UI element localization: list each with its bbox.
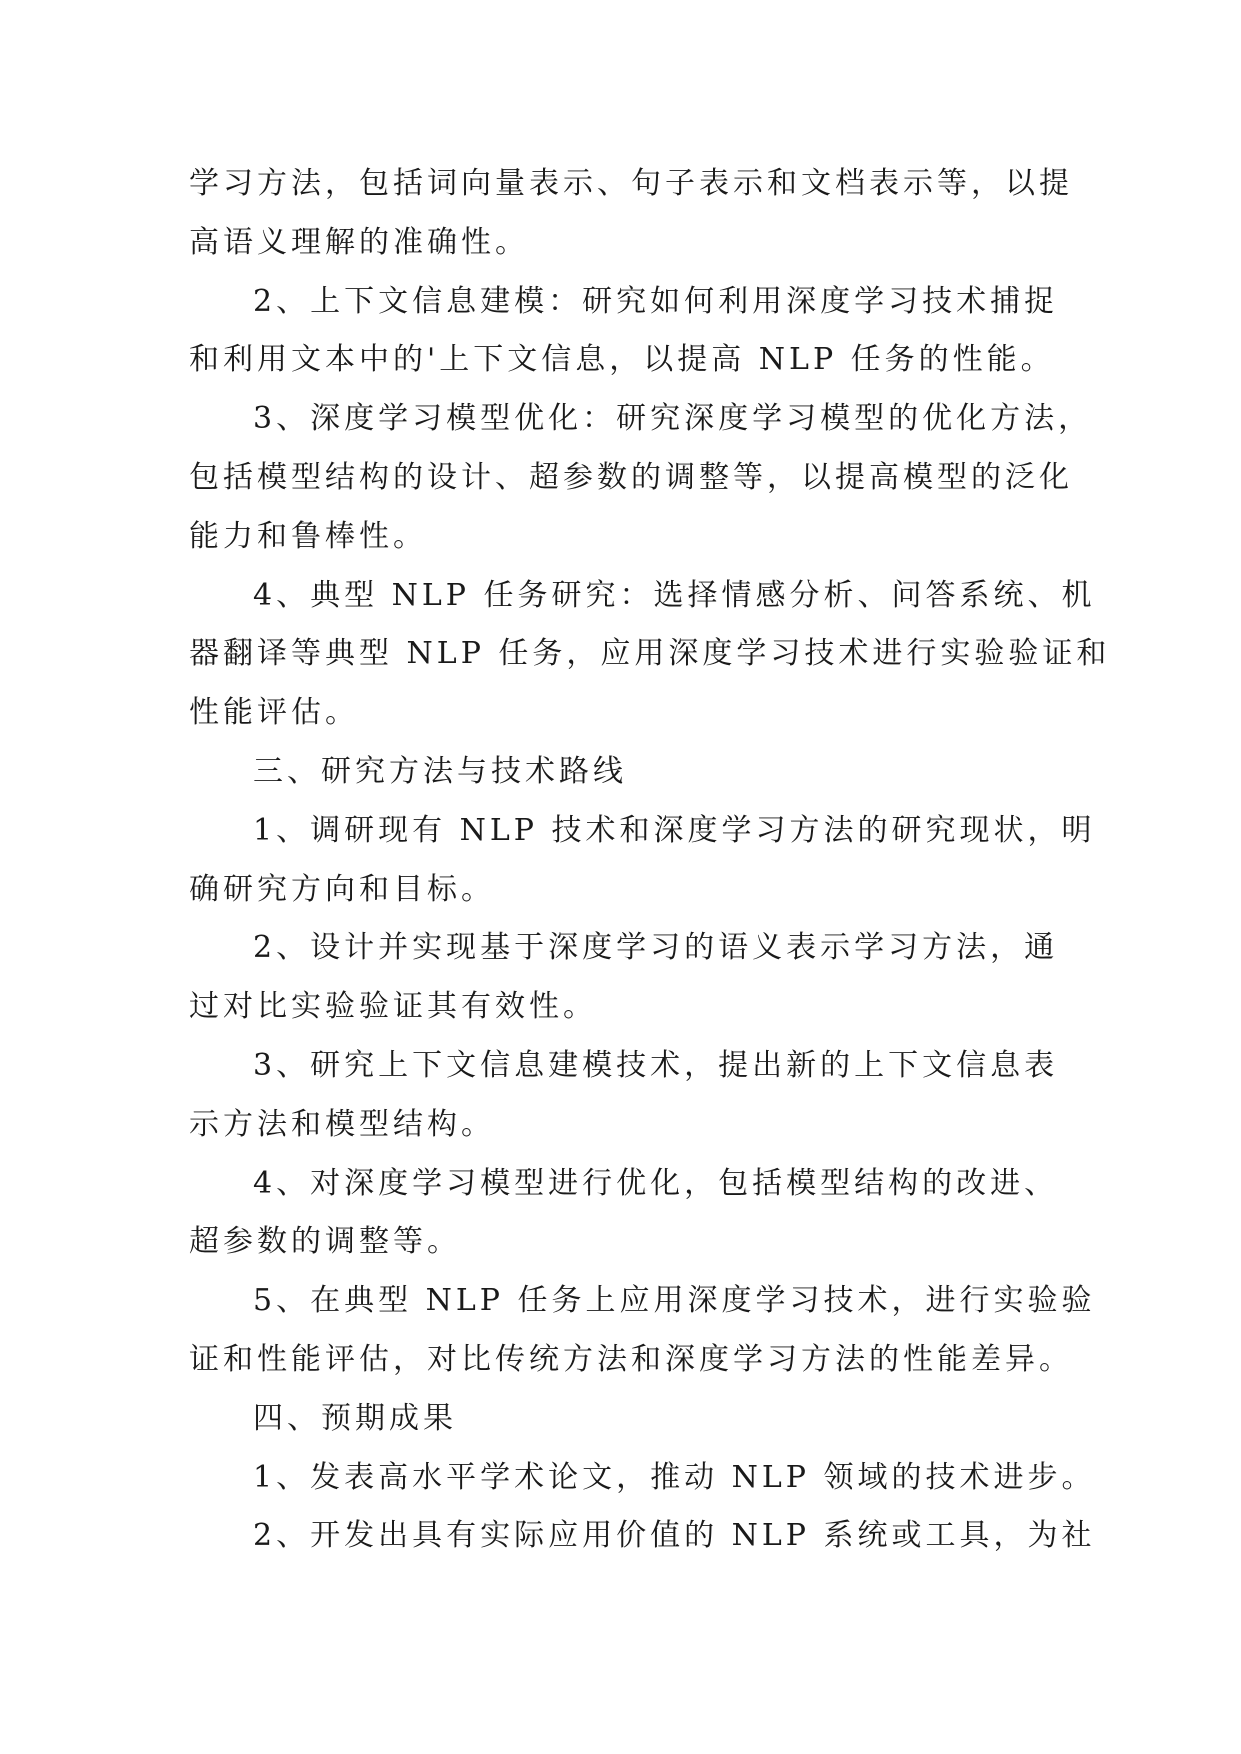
- text-line: 器翻译等典型 NLP 任务，应用深度学习技术进行实验验证和: [189, 636, 1111, 672]
- text-line: 5、在典型 NLP 任务上应用深度学习技术，进行实验验: [253, 1283, 1096, 1319]
- text-line: 2、设计并实现基于深度学习的语义表示学习方法，通: [253, 930, 1059, 966]
- text-line: 包括模型结构的设计、超参数的调整等，以提高模型的泛化: [189, 459, 1073, 495]
- text-line: 高语义理解的准确性。: [189, 224, 529, 260]
- text-line: 3、研究上下文信息建模技术，提出新的上下文信息表: [253, 1047, 1059, 1083]
- text-line: 4、对深度学习模型进行优化，包括模型结构的改进、: [253, 1165, 1059, 1201]
- text-line: 和利用文本中的'上下文信息，以提高 NLP 任务的性能。: [189, 342, 1055, 378]
- text-line: 2、开发出具有实际应用价值的 NLP 系统或工具，为社: [253, 1518, 1096, 1554]
- text-line: 证和性能评估，对比传统方法和深度学习方法的性能差异。: [189, 1341, 1073, 1377]
- text-line: 三、研究方法与技术路线: [253, 753, 627, 789]
- text-line: 确研究方向和目标。: [189, 871, 495, 907]
- text-line: 四、预期成果: [253, 1400, 457, 1436]
- text-line: 学习方法，包括词向量表示、句子表示和文档表示等，以提: [189, 166, 1073, 201]
- text-line: 3、深度学习模型优化：研究深度学习模型的优化方法，: [253, 401, 1093, 437]
- text-line: 4、典型 NLP 任务研究：选择情感分析、问答系统、机: [253, 577, 1096, 613]
- text-line: 过对比实验验证其有效性。: [189, 989, 597, 1025]
- text-line: 性能评估。: [189, 695, 359, 731]
- text-line: 2、上下文信息建模：研究如何利用深度学习技术捕捉: [253, 283, 1059, 319]
- text-line: 1、调研现有 NLP 技术和深度学习方法的研究现状，明: [253, 812, 1096, 848]
- text-line: 超参数的调整等。: [189, 1224, 461, 1260]
- text-line: 能力和鲁棒性。: [189, 518, 427, 554]
- text-line: 1、发表高水平学术论文，推动 NLP 领域的技术进步。: [253, 1459, 1096, 1495]
- text-line: 示方法和模型结构。: [189, 1106, 495, 1142]
- document-body: [189, 155, 1111, 1566]
